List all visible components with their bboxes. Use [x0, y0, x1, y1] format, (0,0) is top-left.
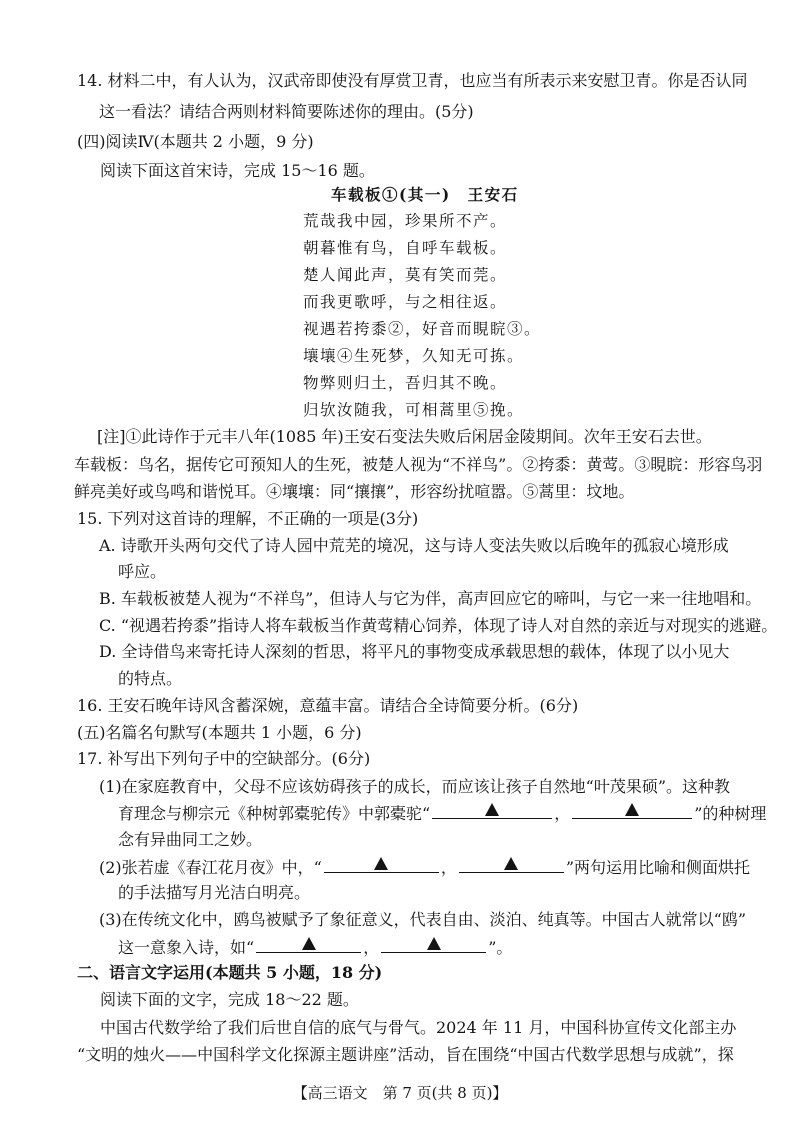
part2-paragraph-line2: “文明的烛火——中国科学文化探源主题讲座”活动，旨在围绕“中国古代数学思想与成就”，探	[77, 1045, 734, 1064]
q14-line1: 14. 材料二中，有人认为，汉武帝即使没有厚赏卫青，也应当有所表示来安慰卫青。你是否认同	[77, 71, 748, 90]
section4-heading: (四)阅读Ⅳ(本题共 2 小题，9 分)	[77, 132, 314, 151]
q17-s1-line3: 念有异曲同工之妙。	[118, 830, 263, 849]
q15-option-d-cont: 的特点。	[118, 669, 183, 688]
q16-stem: 16. 王安石晚年诗风含蓄深婉，意蕴丰富。请结合全诗简要分析。(6分)	[77, 696, 579, 715]
q17-s1-separator: ，	[554, 804, 571, 823]
notes-line2: 车载板：鸟名，据传它可预知人的生死，被楚人视为“不祥鸟”。②挎黍：黄莺。③睍睆：形容鸟羽	[74, 455, 763, 474]
q17-s3-suffix: ”。	[488, 938, 513, 957]
section4-instruction: 阅读下面这首宋诗，完成 15～16 题。	[100, 161, 375, 180]
answer-blank[interactable]	[432, 802, 552, 819]
q17-s3-prefix: 这一意象入诗，如“	[118, 938, 255, 957]
q17-s1-suffix: ”的种树理	[694, 804, 767, 823]
q17-s1-line2	[118, 802, 766, 825]
q17-s2-line2: 的手法描写月光洁白明亮。	[118, 883, 311, 902]
q17-stem: 17. 补写出下列句子中的空缺部分。(6分)	[77, 749, 371, 768]
poem-line: 壤壤④生死梦，久知无可拣。	[303, 347, 525, 365]
section5-heading: (五)名篇名句默写(本题共 1 小题，6 分)	[77, 723, 362, 742]
answer-blank[interactable]	[324, 856, 439, 873]
triangle-icon	[374, 857, 388, 870]
q15-option-a-cont: 呼应。	[118, 562, 167, 581]
poem-title: 车载板①(其一) 王安石	[331, 185, 519, 204]
poem-line: 而我更歌呼，与之相往返。	[303, 293, 508, 311]
answer-blank[interactable]	[381, 936, 486, 953]
q17-s2-prefix: (2)张若虚《春江花月夜》中，“	[99, 858, 322, 877]
q15-stem: 15. 下列对这首诗的理解，不正确的一项是(3分)	[77, 509, 419, 528]
q15-option-d: D. 全诗借鸟来寄托诗人深刻的哲思，将平凡的事物变成承载思想的载体，体现了以小见大	[99, 642, 730, 661]
triangle-icon	[504, 857, 518, 870]
triangle-icon	[625, 803, 639, 816]
poem-line: 物弊则归土，吾归其不晚。	[303, 374, 508, 392]
poem-line: 楚人闻此声，莫有笑而莞。	[303, 266, 508, 284]
q17-s2-separator: ，	[440, 858, 457, 877]
triangle-icon	[427, 937, 441, 950]
q17-s3-separator: ，	[363, 938, 380, 957]
notes-line1: [注]①此诗作于元丰八年(1085 年)王安石变法失败后闲居金陵期间。次年王安石去世。	[97, 427, 712, 446]
page-footer: 【高三语文 第 7 页(共 8 页)】	[292, 1084, 508, 1102]
answer-blank[interactable]	[459, 856, 564, 873]
notes-line3: 鲜亮美好或鸟鸣和谐悦耳。④壤壤：同“攘攘”，形容纷扰喧嚣。⑤蒿里：坟地。	[74, 482, 635, 501]
q15-option-a: A. 诗歌开头两句交代了诗人园中荒芜的境况，这与诗人变法失败以后晚年的孤寂心境形成	[99, 536, 729, 555]
part2-heading: 二、语言文字运用(本题共 5 小题，18 分)	[77, 963, 383, 982]
poem-line: 荒哉我中园，珍果所不产。	[303, 212, 508, 230]
q15-option-b: B. 车载板被楚人视为“不祥鸟”，但诗人与它为伴，高声回应它的啼叫，与它一来一往地唱和。	[99, 589, 762, 608]
part2-instruction: 阅读下面的文字，完成 18～22 题。	[100, 990, 359, 1009]
q17-s2-line1	[99, 856, 750, 879]
q17-s3-line1: (3)在传统文化中，鸥鸟被赋予了象征意义，代表自由、淡泊、纯真等。中国古人就常以“鸥”	[99, 910, 747, 929]
poem-line: 朝暮惟有鸟，自呼车载板。	[303, 239, 508, 257]
triangle-icon	[302, 937, 316, 950]
q14-line2: 这一看法？请结合两则材料简要陈述你的理由。(5分)	[99, 102, 474, 121]
part2-paragraph-line1: 中国古代数学给了我们后世自信的底气与骨气。2024 年 11 月，中国科协宣传文化部主办	[100, 1018, 737, 1037]
answer-blank[interactable]	[572, 802, 692, 819]
q17-s1-line1: (1)在家庭教育中，父母不应该妨碍孩子的成长，而应该让孩子自然地“叶茂果硕”。这种教	[99, 777, 731, 796]
q17-s3-line2	[118, 936, 512, 959]
answer-blank[interactable]	[256, 936, 361, 953]
poem-line: 视遇若挎黍②，好音而睍睆③。	[303, 320, 542, 338]
poem-line: 归欤汝随我，可相蒿里⑤挽。	[303, 401, 525, 419]
q17-s2-suffix: ”两句运用比喻和侧面烘托	[565, 858, 751, 877]
q15-option-c: C. “视遇若挎黍”指诗人将车载板当作黄莺精心饲养，体现了诗人对自然的亲近与对现实的逃避。	[99, 616, 778, 635]
q17-s1-prefix: 育理念与柳宗元《种树郭橐驼传》中郭橐驼“	[118, 804, 431, 823]
triangle-icon	[485, 803, 499, 816]
